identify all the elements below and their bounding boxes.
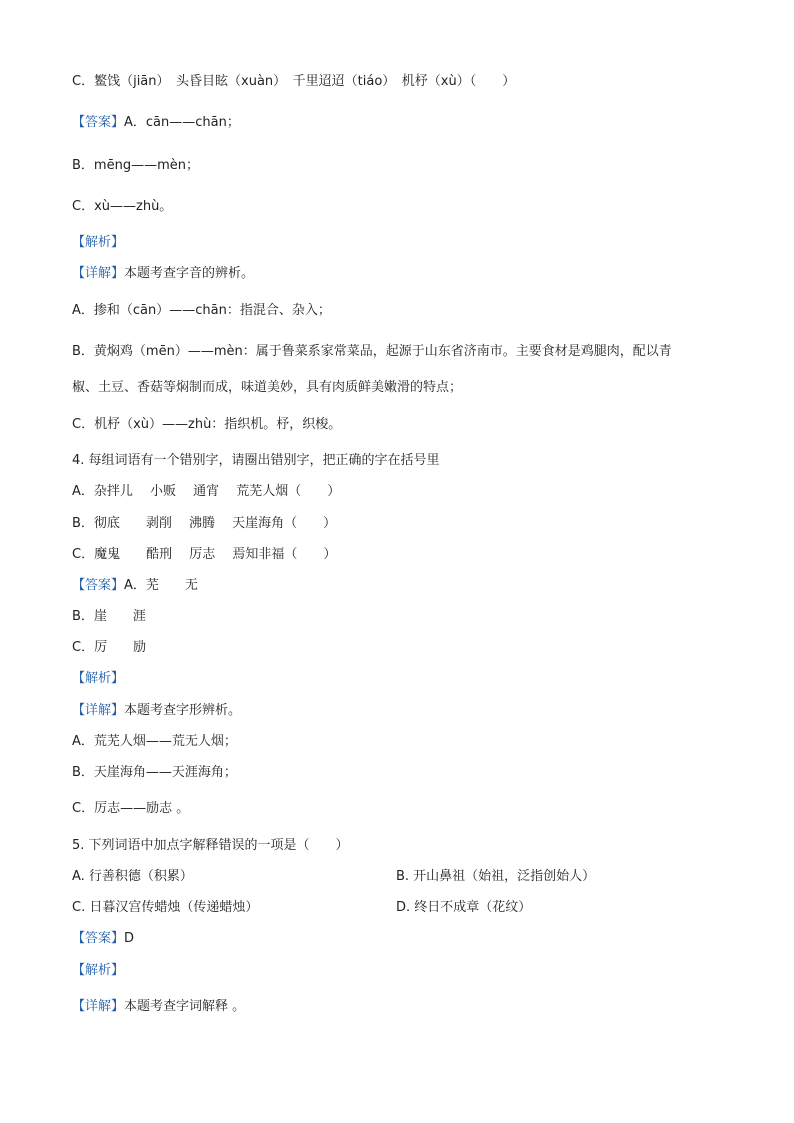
option-c-q3: C．鳘饯（jiān） 头昏目眩（xuàn） 千里迢迢（tiáo） 机杼（xù）（ ）: [72, 74, 516, 89]
answer-c: C．xù——zhù。: [72, 199, 173, 214]
answer-tag: 【答案】: [72, 115, 125, 130]
detail-b-cont: 椒、土豆、香菇等焖制而成，味道美妙，具有肉质鲜美嫩滑的特点；: [72, 380, 463, 395]
detail-tag-2: 【详解】: [72, 703, 125, 718]
answer-text: A．cān——chān；: [124, 115, 240, 130]
detail-line-3: [72, 998, 245, 1016]
answer-2-c: C．厉 励: [72, 640, 147, 655]
answer-line: [72, 114, 240, 132]
analysis-tag-3: 【解析】: [72, 963, 125, 978]
detail-tag-3: 【详解】: [72, 999, 125, 1014]
detail-text-2: 本题考查字形辨析。: [124, 703, 242, 718]
analysis-tag-2: 【解析】: [72, 671, 125, 686]
detail-text: 本题考查字音的辨析。: [124, 266, 255, 281]
analysis-tag: 【解析】: [72, 235, 125, 250]
q4-option-b: B．彻底 剥削 沸腾 天崖海角（ ）: [72, 516, 337, 531]
detail-line-2: [72, 702, 241, 720]
q5-option-a: A. 行善积德（积累）: [72, 869, 193, 884]
detail-c: C．机杼（xù）——zhù：指织机。杼，织梭。: [72, 417, 342, 432]
q4-option-c: C．魔鬼 酷刑 厉志 焉知非福（ ）: [72, 547, 337, 562]
q5-option-c: C. 日暮汉宫传蜡烛（传递蜡烛）: [72, 900, 259, 915]
detail-2-b: B．天崖海角——天涯海角；: [72, 765, 237, 780]
answer-line-3: [72, 930, 134, 948]
detail-2-a: A．荒芜人烟——荒无人烟；: [72, 734, 237, 749]
detail-b: B．黄焖鸡（mēn）——mèn：属于鲁菜系家常菜品，起源于山东省济南市。主要食材是鸡腿肉，配以青: [72, 344, 672, 359]
question-4: 4. 每组词语有一个错别字，请圈出错别字，把正确的字在括号里: [72, 453, 440, 468]
detail-line: [72, 265, 254, 283]
question-5: 5. 下列词语中加点字解释错误的一项是（ ）: [72, 838, 349, 853]
q5-option-b: B. 开山鼻祖（始祖，泛指创始人）: [396, 869, 596, 884]
answer-tag-3: 【答案】: [72, 931, 125, 946]
detail-tag: 【详解】: [72, 266, 125, 281]
q4-option-a: A．杂拌儿 小贩 通宵 荒芜人烟（ ）: [72, 484, 341, 499]
detail-a: A．掺和（cān）——chān：指混合、杂入；: [72, 303, 331, 318]
q5-option-d: D. 终日不成章（花纹）: [396, 900, 532, 915]
answer-text-2: A．芜 无: [124, 578, 198, 593]
answer-text-3: D: [124, 931, 135, 946]
answer-b: B．mēng——mèn；: [72, 158, 199, 173]
answer-2-b: B．崖 涯: [72, 609, 146, 624]
detail-text-3: 本题考查字词解释 。: [124, 999, 246, 1014]
answer-tag-2: 【答案】: [72, 578, 125, 593]
answer-line-2: [72, 577, 198, 595]
detail-2-c: C．厉志——励志 。: [72, 801, 190, 816]
